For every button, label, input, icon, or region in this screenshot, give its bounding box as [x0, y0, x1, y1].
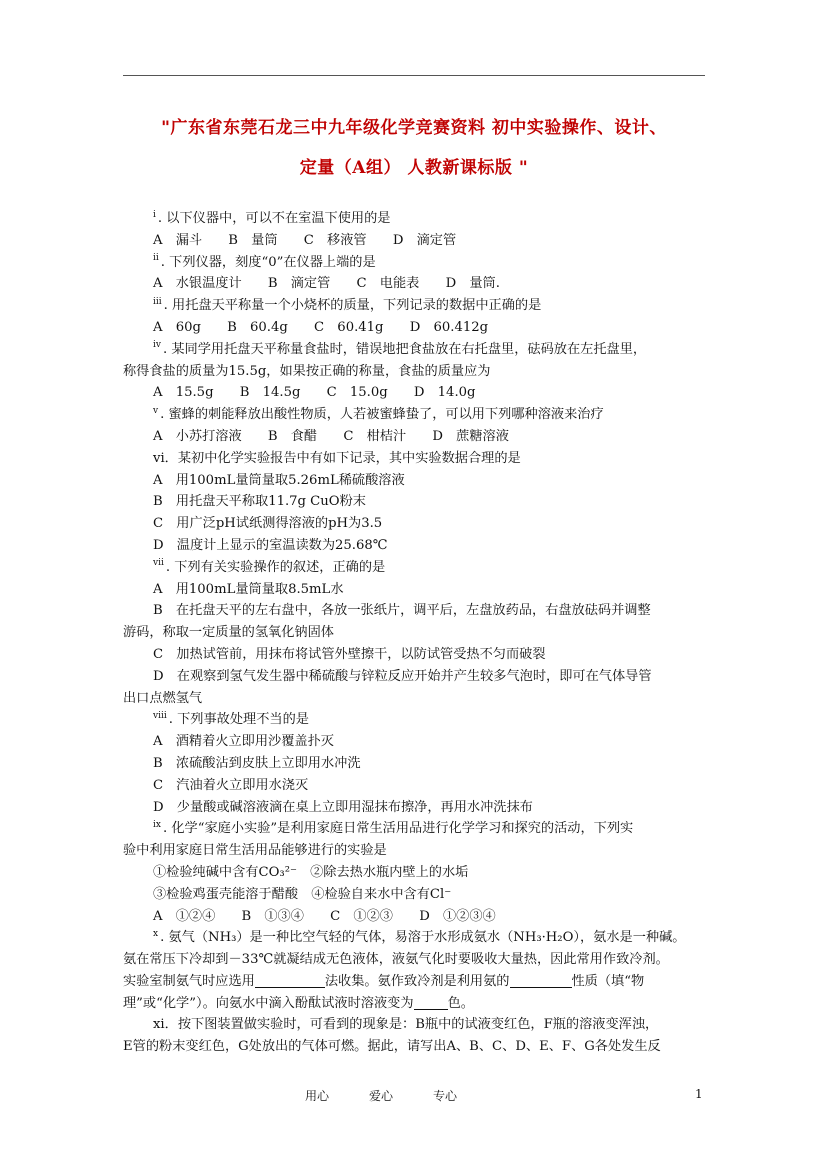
option-c: C 电能表	[356, 276, 420, 292]
page-number: 1	[695, 1087, 703, 1101]
option-c: C 柑桔汁	[343, 428, 407, 444]
question-7	[153, 557, 713, 579]
option-a: A 小苏打溶液	[153, 428, 242, 444]
question-text: . 用托盘天平称量一个小烧杯的质量，下列记录的数据中正确的是	[163, 298, 542, 314]
option-c: C 用广泛pH试纸测得溶液的pH为3.5	[153, 516, 383, 532]
options-3	[153, 317, 713, 339]
answer-blank	[255, 973, 325, 988]
question-4	[153, 339, 713, 361]
item-list-1: ①检验纯碱中含有CO₃²⁻ ②除去热水瓶内壁上的水垢	[153, 864, 469, 880]
question-9	[153, 818, 713, 840]
option-d: D 滴定管	[392, 232, 457, 248]
option-d: D 14.0g	[413, 385, 476, 401]
header-rule	[123, 75, 705, 76]
options-4	[153, 382, 713, 404]
option-b: B 60.4g	[227, 319, 288, 335]
option-b: B 滴定管	[267, 276, 331, 292]
option-b: B 用托盘天平称取11.7g CuO粉末	[153, 494, 366, 510]
answer-blank	[510, 973, 572, 988]
option-a: A 60g	[153, 319, 201, 335]
question-10-line3	[123, 971, 713, 993]
option-a: A 漏斗	[153, 232, 203, 248]
text-segment: 理”或“化学”）。向氨水中滴入酚酞试液时溶液变为	[123, 995, 414, 1011]
question-text: . 下列有关实验操作的叙述，正确的是	[165, 559, 386, 575]
question-5	[153, 404, 713, 426]
option-d: D 少量酸或碱溶液滴在桌上立即用湿抹布擦净，再用水冲洗抹布	[153, 799, 533, 815]
question-text: . 化学“家庭小实验”是利用家庭日常生活用品进行化学学习和探究的活动，下列实	[162, 821, 634, 837]
question-10-line4	[123, 993, 713, 1015]
text-segment: 实验室制氨气时应选用	[123, 973, 255, 989]
question-number: ii	[153, 253, 159, 264]
question-10	[153, 927, 713, 949]
question-1	[153, 208, 713, 230]
option-a: A ①②④	[153, 908, 216, 924]
option-d: D 在观察到氢气发生器中稀硫酸与锌粒反应开始并产生较多气泡时，即可在气体导管	[153, 668, 652, 684]
option-a: A 用100mL量筒量取8.5mL水	[153, 581, 344, 597]
options-2	[153, 273, 713, 295]
option-b: B ①③④	[241, 908, 304, 924]
answer-blank	[414, 995, 448, 1010]
option-c: C 15.0g	[326, 385, 388, 401]
question-3	[153, 295, 713, 317]
question-text: . 氨气（NH₃）是一种比空气轻的气体，易溶于水形成氨水（NH₃·H₂O），氨水是一种碱。	[160, 930, 686, 946]
question-11-cont: E管的粉末变红色，G处放出的气体可燃。据此，请写出A、B、C、D、E、F、G各处发生反	[123, 1039, 661, 1055]
option-b-cont: 游码，称取一定质量的氢氧化钠固体	[123, 625, 334, 641]
item-list-2: ③检验鸡蛋壳能溶于醋酸 ④检验自来水中含有Cl⁻	[153, 886, 452, 902]
option-d-cont: 出口点燃氢气	[123, 690, 203, 706]
question-11: xi．按下图装置做实验时，可看到的现象是：B瓶中的试液变红色，F瓶的溶液变浑浊，	[153, 1017, 659, 1033]
question-text: . 下列事故处理不当的是	[168, 712, 309, 728]
option-b: B 在托盘天平的左右盘中，各放一张纸片，调平后，左盘放药品，右盘放砝码并调整	[153, 603, 651, 619]
footer-slogans	[305, 1087, 457, 1104]
option-d: D ①②③④	[419, 908, 496, 924]
footer-item: 爱心	[369, 1089, 394, 1103]
option-d: D 温度计上显示的室温读数为25.68℃	[153, 537, 388, 553]
question-text: . 某同学用托盘天平称量食盐时，错误地把食盐放在右托盘里，砝码放在左托盘里，	[162, 341, 647, 357]
question-text: . 以下仪器中，可以不在室温下使用的是	[157, 211, 391, 226]
option-b: B 食醋	[267, 428, 318, 444]
question-number: iv	[153, 340, 161, 351]
question-number: i	[153, 209, 156, 220]
question-text: . 蜜蜂的刺能释放出酸性物质，人若被蜜蜂蛰了，可以用下列哪种溶液来治疗	[160, 407, 604, 423]
question-8	[153, 709, 713, 731]
question-number: v	[153, 405, 159, 416]
question-6: vi．某初中化学实验报告中有如下记录，其中实验数据合理的是	[153, 450, 521, 466]
footer-item: 专心	[433, 1089, 458, 1103]
options-1	[153, 230, 713, 252]
option-c: C 60.41g	[314, 319, 384, 335]
options-5	[153, 426, 713, 448]
question-list	[123, 208, 713, 1058]
option-d: D 量筒.	[445, 276, 500, 292]
question-9-cont: 验中利用家庭日常生活用品能够进行的实验是	[123, 843, 387, 859]
document-title-line2: 定量（A组） 人教新课标版 "	[299, 158, 529, 178]
text-segment: 色。	[447, 995, 474, 1011]
option-b: B 量筒	[228, 232, 278, 248]
question-number: x	[153, 928, 159, 939]
option-b: B 14.5g	[239, 385, 301, 401]
option-b: B 浓硫酸沾到皮肤上立即用水冲洗	[153, 755, 361, 771]
question-number: ix	[153, 819, 161, 830]
text-segment: 性质（填“物	[571, 973, 645, 989]
question-text: . 下列仪器，刻度“0”在仪器上端的是	[160, 254, 376, 270]
question-4-cont: 称得食盐的质量为15.5g，如果按正确的称量，食盐的质量应为	[123, 363, 491, 379]
question-number: vii	[153, 558, 164, 569]
question-2	[153, 252, 713, 274]
options-9	[153, 906, 713, 928]
option-a: A 用100mL量筒量取5.26mL稀硫酸溶液	[153, 472, 405, 488]
option-d: D 蔗糖溶液	[432, 428, 509, 444]
document-title-line1: "广东省东莞石龙三中九年级化学竞赛资料 初中实验操作、设计、	[161, 118, 667, 138]
question-number: viii	[153, 710, 167, 721]
question-10-line2: 氨在常压下冷却到－33℃就凝结成无色液体，液氨气化时要吸收大量热，因此常用作致冷剂。	[123, 952, 669, 968]
option-a: A 15.5g	[153, 385, 214, 401]
question-number: iii	[153, 296, 162, 307]
option-c: C 移液管	[303, 232, 367, 248]
text-segment: 法收集。氨作致冷剂是利用氨的	[324, 973, 510, 989]
option-c: C 汽油着火立即用水浇灭	[153, 777, 309, 793]
option-c: C ①②③	[330, 908, 393, 924]
option-a: A 酒精着火立即用沙覆盖扑灭	[153, 734, 334, 750]
option-d: D 60.412g	[409, 319, 489, 335]
footer-item: 用心	[305, 1089, 330, 1103]
option-a: A 水银温度计	[153, 276, 242, 292]
option-c: C 加热试管前，用抹布将试管外壁擦干，以防试管受热不匀而破裂	[153, 646, 546, 662]
